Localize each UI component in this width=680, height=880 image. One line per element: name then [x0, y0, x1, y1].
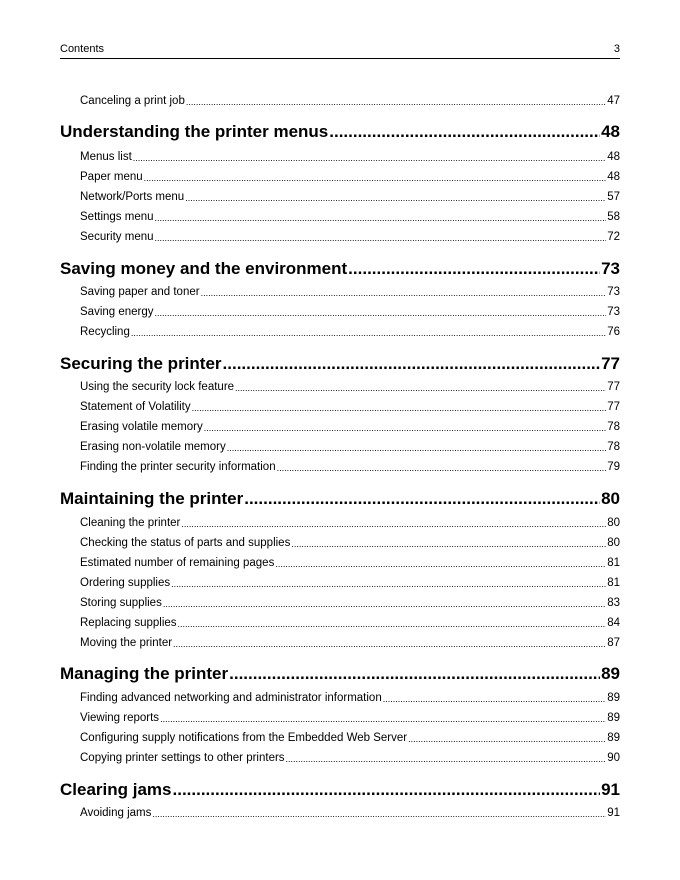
toc-entry-label: Storing supplies — [80, 597, 162, 609]
toc-entry-label: Paper menu — [80, 171, 143, 183]
toc-entry-label: Maintaining the printer — [60, 489, 244, 508]
toc-entry-label: Erasing volatile memory — [80, 421, 203, 433]
header-title: Contents — [60, 43, 105, 55]
dot-leader — [348, 258, 600, 280]
toc-entry[interactable] — [80, 149, 620, 165]
dot-leader — [186, 96, 606, 109]
toc-entry-page-number: 57 — [607, 191, 620, 203]
dot-leader — [131, 327, 606, 340]
toc-entry-label: Saving paper and toner — [80, 286, 200, 298]
toc-entry-page-number: 83 — [607, 597, 620, 609]
toc-entry-label: Viewing reports — [80, 712, 160, 724]
dot-leader — [277, 462, 607, 475]
toc-section-entry[interactable] — [60, 258, 620, 280]
dot-leader — [329, 121, 600, 143]
toc-entry-page-number: 76 — [607, 326, 620, 338]
dot-leader — [383, 693, 606, 706]
toc-entry-page-number: 78 — [607, 441, 620, 453]
toc-entry-page-number: 73 — [601, 259, 620, 278]
dot-leader — [171, 578, 606, 591]
toc-entry[interactable] — [80, 399, 620, 415]
toc-entry-page-number: 80 — [607, 537, 620, 549]
dot-leader — [227, 442, 606, 455]
toc-entry-page-number: 77 — [607, 381, 620, 393]
dot-leader — [244, 488, 600, 510]
dot-leader — [291, 538, 606, 551]
toc-entry[interactable] — [80, 515, 620, 531]
toc-entry[interactable] — [80, 730, 620, 746]
toc-entry[interactable] — [80, 284, 620, 300]
toc-entry-page-number: 84 — [607, 617, 620, 629]
toc-entry-page-number: 80 — [607, 517, 620, 529]
dot-leader — [178, 618, 607, 631]
toc-entry-label: Erasing non-volatile memory — [80, 441, 226, 453]
toc-entry-page-number: 91 — [607, 807, 620, 819]
toc-entry[interactable] — [80, 324, 620, 340]
toc-entry-page-number: 73 — [607, 306, 620, 318]
toc-entry[interactable] — [80, 169, 620, 185]
dot-leader — [185, 192, 606, 205]
toc-entry-page-number: 91 — [601, 780, 620, 799]
toc-entry-page-number: 81 — [607, 557, 620, 569]
toc-entry-page-number: 48 — [607, 171, 620, 183]
toc-entry-label: Network/Ports menu — [80, 191, 185, 203]
toc-entry[interactable] — [80, 710, 620, 726]
toc-entry-label: Menus list — [80, 151, 132, 163]
dot-leader — [181, 518, 606, 531]
toc-entry[interactable] — [80, 419, 620, 435]
toc-entry-page-number: 77 — [601, 354, 620, 373]
dot-leader — [286, 753, 607, 766]
toc-entry[interactable] — [80, 690, 620, 706]
toc-entry[interactable] — [80, 615, 620, 631]
toc-entry-page-number: 90 — [607, 752, 620, 764]
toc-entry[interactable] — [80, 535, 620, 551]
toc-entry-label: Checking the status of parts and supplies — [80, 537, 291, 549]
toc-entry-label: Recycling — [80, 326, 130, 338]
toc-entry[interactable] — [80, 459, 620, 475]
toc-entry-page-number: 77 — [607, 401, 620, 413]
toc-section-entry[interactable] — [60, 779, 620, 801]
toc-entry-label: Configuring supply notifications from the Embedded Web Server — [80, 732, 408, 744]
dot-leader — [155, 232, 607, 245]
page-header — [60, 43, 620, 59]
toc-entry-label: Moving the printer — [80, 637, 173, 649]
dot-leader — [201, 287, 607, 300]
toc-entry-page-number: 80 — [601, 489, 620, 508]
dot-leader — [223, 353, 601, 375]
toc-entry-label: Statement of Volatility — [80, 401, 191, 413]
toc-entry-label: Ordering supplies — [80, 577, 171, 589]
toc-entry-label: Managing the printer — [60, 664, 229, 683]
toc-entry[interactable] — [80, 93, 620, 109]
toc-entry[interactable] — [80, 635, 620, 651]
toc-entry-page-number: 89 — [607, 692, 620, 704]
toc-section-entry[interactable] — [60, 121, 620, 143]
dot-leader — [133, 152, 606, 165]
dot-leader — [173, 638, 606, 651]
toc-entry-label: Avoiding jams — [80, 807, 152, 819]
toc-entry-label: Copying printer settings to other printers — [80, 752, 285, 764]
toc-entry[interactable] — [80, 439, 620, 455]
toc-entry[interactable] — [80, 189, 620, 205]
toc-entry-label: Saving energy — [80, 306, 154, 318]
dot-leader — [155, 212, 607, 225]
dot-leader — [152, 808, 606, 821]
dot-leader — [235, 382, 606, 395]
toc-entry-label: Understanding the printer menus — [60, 122, 329, 141]
toc-entry-page-number: 81 — [607, 577, 620, 589]
toc-entry-label: Finding the printer security information — [80, 461, 276, 473]
toc-entry-label: Clearing jams — [60, 780, 172, 799]
toc-entry[interactable] — [80, 575, 620, 591]
toc-entry[interactable] — [80, 555, 620, 571]
toc-entry-label: Settings menu — [80, 211, 154, 223]
toc-entry-page-number: 72 — [607, 231, 620, 243]
toc-section-entry[interactable] — [60, 663, 620, 685]
toc-entry[interactable] — [80, 229, 620, 245]
toc-entry-label: Canceling a print job — [80, 95, 185, 107]
toc-entry[interactable] — [80, 805, 620, 821]
dot-leader — [408, 733, 606, 746]
toc-entry-page-number: 73 — [607, 286, 620, 298]
toc-entry-label: Saving money and the environment — [60, 259, 348, 278]
dot-leader — [155, 307, 607, 320]
toc-entry-label: Replacing supplies — [80, 617, 177, 629]
toc-entry-page-number: 78 — [607, 421, 620, 433]
header-page-number: 3 — [613, 43, 620, 55]
toc-entry-page-number: 48 — [607, 151, 620, 163]
toc-entry[interactable] — [80, 379, 620, 395]
toc-entry-page-number: 47 — [607, 95, 620, 107]
dot-leader — [275, 558, 606, 571]
toc-entry-page-number: 89 — [607, 712, 620, 724]
toc-entry[interactable] — [80, 209, 620, 225]
toc-entry-page-number: 79 — [607, 461, 620, 473]
toc-section-entry[interactable] — [60, 488, 620, 510]
toc-entry-label: Estimated number of remaining pages — [80, 557, 275, 569]
dot-leader — [204, 422, 606, 435]
toc-entry-page-number: 87 — [607, 637, 620, 649]
toc-entry-page-number: 58 — [607, 211, 620, 223]
dot-leader — [160, 713, 606, 726]
dot-leader — [229, 663, 600, 685]
toc-entry-label: Cleaning the printer — [80, 517, 181, 529]
toc-entry-label: Securing the printer — [60, 354, 222, 373]
toc-entry-label: Finding advanced networking and administrator information — [80, 692, 382, 704]
dot-leader — [144, 172, 607, 185]
toc-entry-page-number: 89 — [607, 732, 620, 744]
toc-entry-page-number: 48 — [601, 122, 620, 141]
toc-entry[interactable] — [80, 304, 620, 320]
toc-entry[interactable] — [80, 595, 620, 611]
dot-leader — [163, 598, 606, 611]
dot-leader — [192, 402, 607, 415]
toc-entry-label: Using the security lock feature — [80, 381, 235, 393]
dot-leader — [173, 779, 601, 801]
toc-section-entry[interactable] — [60, 353, 620, 375]
toc-entry-label: Security menu — [80, 231, 154, 243]
toc-entry-page-number: 89 — [601, 664, 620, 683]
toc-entry[interactable] — [80, 750, 620, 766]
